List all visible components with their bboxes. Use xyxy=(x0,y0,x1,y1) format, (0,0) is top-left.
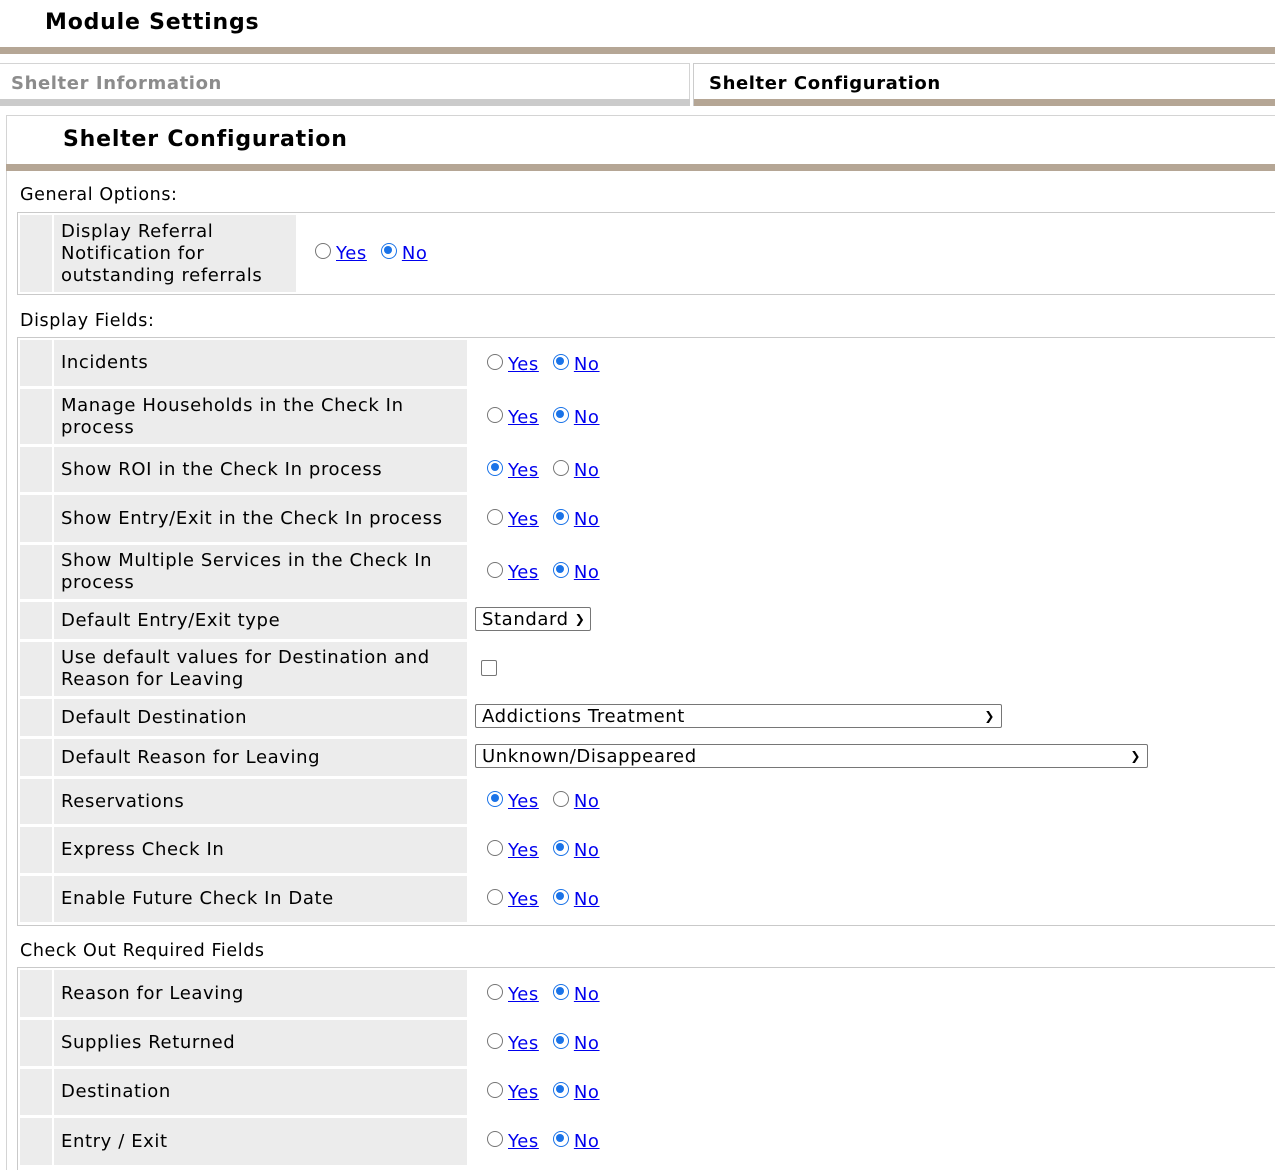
row-gutter xyxy=(20,1069,52,1115)
default-reason-leaving-value: Unknown/Disappeared xyxy=(482,745,697,767)
row-label: Use default values for Destination and Reason for Leaving xyxy=(54,642,467,696)
row-label: Default Entry/Exit type xyxy=(54,602,467,639)
row-gutter xyxy=(20,779,52,824)
row-gutter xyxy=(20,699,52,736)
radio-yes-label[interactable]: Yes xyxy=(508,354,539,375)
radio-no[interactable] xyxy=(381,243,397,259)
radio-yes[interactable] xyxy=(487,460,503,476)
radio-group-reason-for-leaving xyxy=(487,984,614,1005)
radio-yes-label[interactable]: Yes xyxy=(508,1082,539,1103)
radio-yes-label[interactable]: Yes xyxy=(508,1033,539,1054)
row-gutter xyxy=(20,340,52,386)
title-divider xyxy=(0,47,1275,54)
row-gutter xyxy=(20,1118,52,1165)
chevron-down-icon: ❯ xyxy=(574,612,586,626)
radio-no[interactable] xyxy=(553,984,569,1000)
radio-no-label[interactable]: No xyxy=(573,509,600,530)
tab-shelter-configuration[interactable] xyxy=(693,63,1275,106)
default-reason-leaving-select[interactable] xyxy=(475,744,1148,768)
radio-group-future-check-in xyxy=(487,889,614,910)
radio-group-referral-notification xyxy=(315,243,442,264)
radio-no[interactable] xyxy=(553,407,569,423)
radio-yes[interactable] xyxy=(487,889,503,905)
row-gutter xyxy=(20,827,52,873)
radio-group-show-multiple-services xyxy=(487,562,614,583)
row-label: Express Check In xyxy=(54,827,467,873)
default-destination-select[interactable] xyxy=(475,704,1002,728)
tab-underline xyxy=(0,99,690,106)
radio-no[interactable] xyxy=(553,889,569,905)
radio-yes[interactable] xyxy=(487,1033,503,1049)
radio-yes-label[interactable]: Yes xyxy=(508,509,539,530)
radio-yes[interactable] xyxy=(487,840,503,856)
row-label: Incidents xyxy=(54,340,467,386)
chevron-down-icon: ❯ xyxy=(984,709,995,723)
row-gutter xyxy=(20,602,52,639)
row-gutter xyxy=(20,545,52,599)
row-label: Default Reason for Leaving xyxy=(54,739,467,776)
radio-yes-label[interactable]: Yes xyxy=(508,889,539,910)
radio-no-label[interactable]: No xyxy=(573,460,600,481)
entry-exit-type-value: Standard xyxy=(482,608,569,630)
chevron-down-icon: ❯ xyxy=(1130,749,1141,763)
row-gutter xyxy=(20,739,52,776)
tab-underline-active xyxy=(694,99,1275,106)
radio-yes-label[interactable]: Yes xyxy=(336,243,367,264)
radio-no[interactable] xyxy=(553,354,569,370)
radio-no[interactable] xyxy=(553,1082,569,1098)
row-gutter xyxy=(20,970,52,1017)
radio-no-label[interactable]: No xyxy=(573,354,600,375)
radio-group-destination xyxy=(487,1082,614,1103)
radio-group-manage-households xyxy=(487,407,614,428)
radio-no-label[interactable]: No xyxy=(401,243,428,264)
radio-yes[interactable] xyxy=(487,984,503,1000)
row-label: Show ROI in the Check In process xyxy=(54,447,467,492)
tab-shelter-information[interactable] xyxy=(0,63,690,106)
row-gutter xyxy=(20,389,52,444)
radio-group-reservations xyxy=(487,791,614,812)
row-label: Destination xyxy=(54,1069,467,1115)
radio-no[interactable] xyxy=(553,562,569,578)
radio-yes-label[interactable]: Yes xyxy=(508,562,539,583)
radio-no-label[interactable]: No xyxy=(573,791,600,812)
check-out-required-label: Check Out Required Fields xyxy=(20,941,265,961)
radio-yes-label[interactable]: Yes xyxy=(508,407,539,428)
radio-no[interactable] xyxy=(553,1033,569,1049)
row-label: Show Multiple Services in the Check In process xyxy=(54,545,467,599)
radio-group-show-entry-exit xyxy=(487,509,614,530)
radio-yes[interactable] xyxy=(487,509,503,525)
row-label: Supplies Returned xyxy=(54,1020,467,1066)
general-options-label: General Options: xyxy=(20,185,178,205)
radio-no-label[interactable]: No xyxy=(573,1082,600,1103)
row-gutter xyxy=(20,447,52,492)
radio-no[interactable] xyxy=(553,791,569,807)
radio-yes-label[interactable]: Yes xyxy=(508,460,539,481)
radio-group-show-roi xyxy=(487,460,614,481)
radio-no-label[interactable]: No xyxy=(573,984,600,1005)
radio-no-label[interactable]: No xyxy=(573,407,600,428)
row-gutter xyxy=(20,495,52,542)
radio-yes[interactable] xyxy=(487,1131,503,1147)
radio-yes[interactable] xyxy=(315,243,331,259)
page-title: Module Settings xyxy=(45,10,260,35)
use-default-values-checkbox[interactable] xyxy=(481,660,497,676)
display-fields-label: Display Fields: xyxy=(20,311,155,331)
radio-no-label[interactable]: No xyxy=(573,562,600,583)
radio-yes[interactable] xyxy=(487,407,503,423)
default-destination-value: Addictions Treatment xyxy=(482,705,685,727)
radio-no[interactable] xyxy=(553,840,569,856)
radio-group-supplies-returned xyxy=(487,1033,614,1054)
radio-no-label[interactable]: No xyxy=(573,1033,600,1054)
radio-group-express-check-in xyxy=(487,840,614,861)
row-label: Entry / Exit xyxy=(54,1118,467,1165)
radio-yes-label[interactable]: Yes xyxy=(508,984,539,1005)
radio-group-entry-exit xyxy=(487,1131,614,1152)
radio-yes[interactable] xyxy=(487,1082,503,1098)
row-label: Reservations xyxy=(54,779,467,824)
radio-yes-label[interactable]: Yes xyxy=(508,791,539,812)
radio-yes[interactable] xyxy=(487,354,503,370)
row-gutter xyxy=(20,1020,52,1066)
row-label: Enable Future Check In Date xyxy=(54,876,467,922)
row-label: Display Referral Notification for outstanding referrals xyxy=(54,215,296,292)
radio-no-label[interactable]: No xyxy=(573,1131,600,1152)
row-label: Show Entry/Exit in the Check In process xyxy=(54,495,467,542)
radio-yes[interactable] xyxy=(487,791,503,807)
radio-yes[interactable] xyxy=(487,562,503,578)
radio-no-label[interactable]: No xyxy=(573,889,600,910)
radio-no[interactable] xyxy=(553,1131,569,1147)
radio-no-label[interactable]: No xyxy=(573,840,600,861)
row-gutter xyxy=(20,642,52,696)
radio-yes-label[interactable]: Yes xyxy=(508,1131,539,1152)
section-title: Shelter Configuration xyxy=(63,127,348,152)
row-gutter xyxy=(20,215,52,292)
radio-no[interactable] xyxy=(553,509,569,525)
row-gutter xyxy=(20,876,52,922)
radio-no[interactable] xyxy=(553,460,569,476)
section-divider xyxy=(6,164,1275,171)
radio-yes-label[interactable]: Yes xyxy=(508,840,539,861)
row-label: Reason for Leaving xyxy=(54,970,467,1017)
row-label: Manage Households in the Check In process xyxy=(54,389,467,444)
tab-shelter-information-label: Shelter Information xyxy=(11,73,222,94)
tab-shelter-configuration-label: Shelter Configuration xyxy=(709,73,941,94)
radio-group-incidents xyxy=(487,354,614,375)
row-label: Default Destination xyxy=(54,699,467,736)
entry-exit-type-select[interactable] xyxy=(475,607,591,631)
